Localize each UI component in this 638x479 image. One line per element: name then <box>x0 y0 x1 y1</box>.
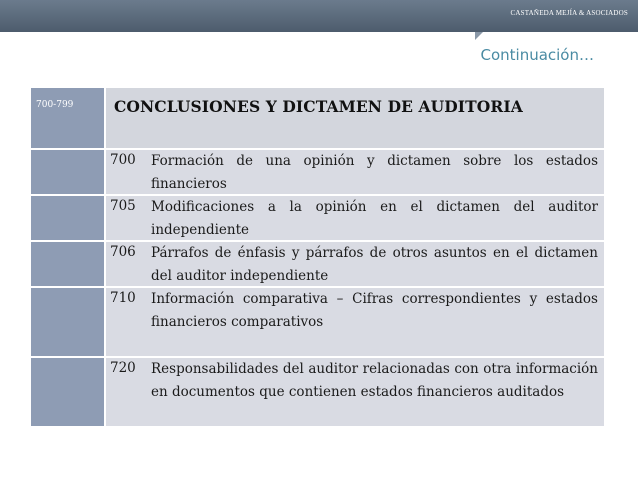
standards-table <box>31 88 604 426</box>
section-title: CONCLUSIONES Y DICTAMEN DE AUDITORIA <box>106 88 604 148</box>
table-row <box>31 286 604 356</box>
code-cell <box>31 194 106 240</box>
standard-number: 706 <box>106 240 151 286</box>
table-row <box>31 356 604 426</box>
standard-description: Responsabilidades del auditor relacionadas con otra información en documentos que contienen estados financieros auditados <box>151 356 604 426</box>
standard-number: 705 <box>106 194 151 240</box>
standard-number: 710 <box>106 286 151 356</box>
code-cell <box>31 148 106 194</box>
standard-description: Modificaciones a la opinión en el dictamen del auditor independiente <box>151 194 604 240</box>
standard-description: Párrafos de énfasis y párrafos de otros asuntos en el dictamen del auditor independiente <box>151 240 604 286</box>
table-row <box>31 240 604 286</box>
top-header-bar <box>0 0 638 32</box>
standard-number: 720 <box>106 356 151 426</box>
table-row <box>31 148 604 194</box>
table-row <box>31 194 604 240</box>
table-header-row <box>31 88 604 148</box>
code-cell <box>31 356 106 426</box>
code-cell <box>31 240 106 286</box>
standard-number: 700 <box>106 148 151 194</box>
standard-description: Información comparativa – Cifras correspondientes y estados financieros comparativos <box>151 286 604 356</box>
slide-subtitle: Continuación… <box>480 46 594 64</box>
firm-name-label: CASTAÑEDA MEJÍA & ASOCIADOS <box>510 9 628 17</box>
section-code: 700-799 <box>31 88 106 148</box>
code-cell <box>31 286 106 356</box>
standard-description: Formación de una opinión y dictamen sobre los estados financieros <box>151 148 604 194</box>
header-corner-decoration <box>475 32 483 40</box>
